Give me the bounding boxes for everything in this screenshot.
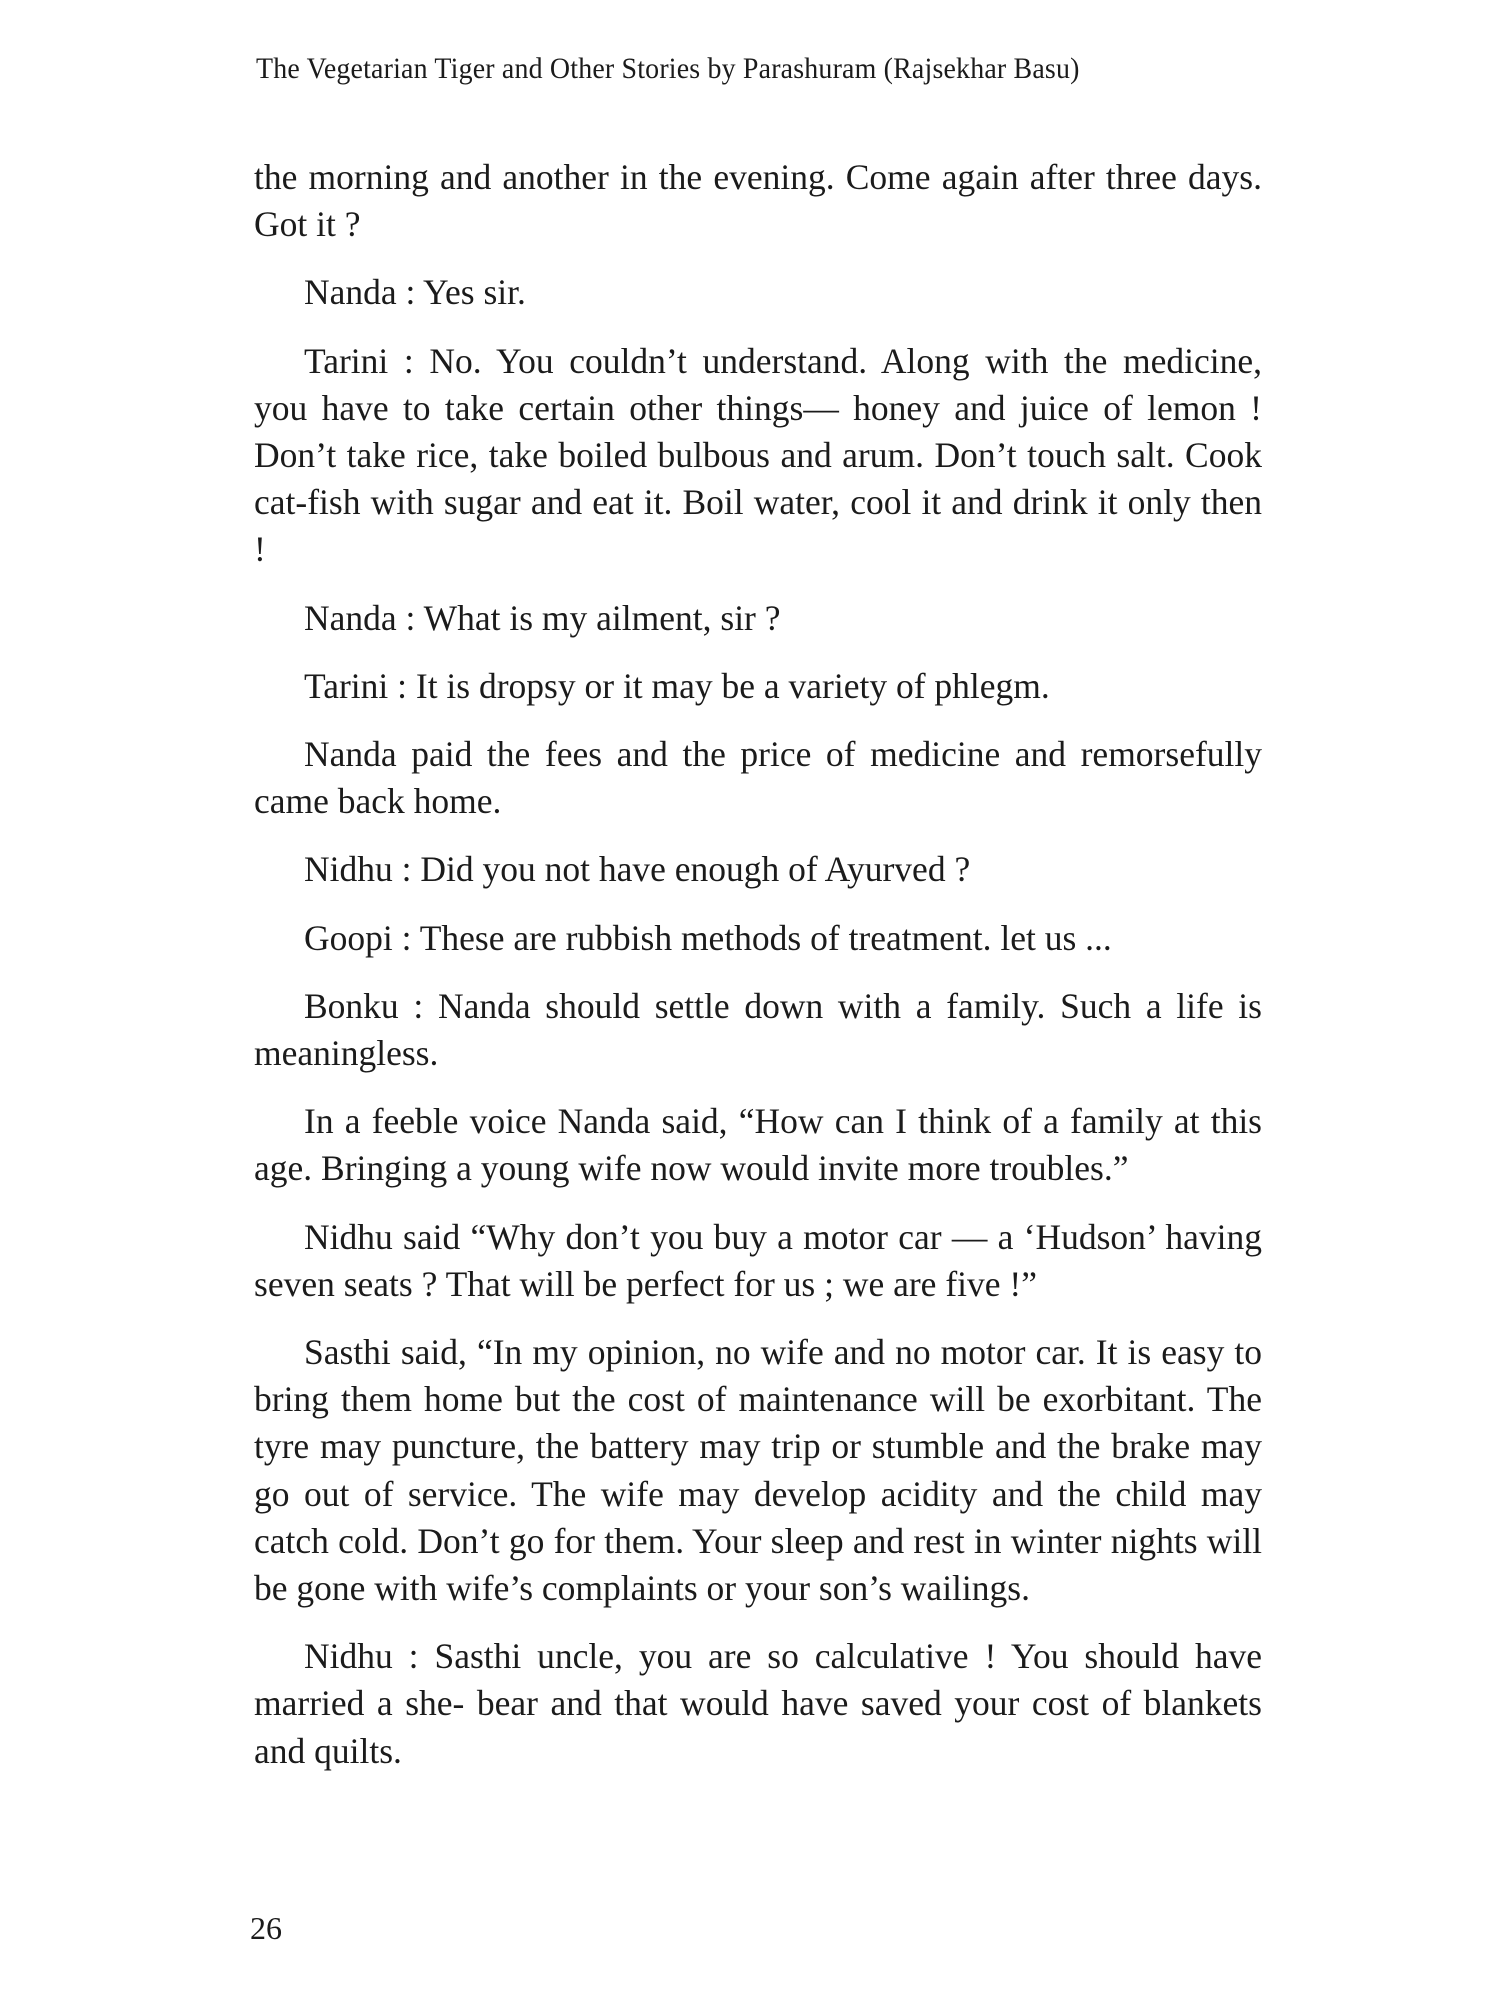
paragraph: Nidhu : Sasthi uncle, you are so calculative ! You should have married a she- bear and that would have saved your cost of blankets and quilts. [254,1636,1262,1771]
paragraph: Nidhu said “Why don’t you buy a motor car — a ‘Hudson’ having seven seats ? That will be perfect for us ; we are five !” [254,1216,1262,1304]
paragraph: the morning and another in the evening. Come again after three days. Got it ? [254,157,1262,245]
paragraph: Tarini : No. You couldn’t understand. Along with the medicine, you have to take certain other things— honey and juice of lemon ! Don’t take rice, take boiled bulbous and arum. Don’t touch salt. Cook cat-fish with sugar and eat it. Boil water, cool it and drink it only then ! [254,340,1262,570]
paragraph: In a feeble voice Nanda said, “How can I think of a family at this age. Bringing a young wife now would invite more troubles.” [254,1101,1262,1189]
paragraph: Sasthi said, “In my opinion, no wife and no motor car. It is easy to bring them home but the cost of maintenance will be exorbitant. The tyre may puncture, the battery may trip or stumble and the brake may go out of service. The wife may develop acidity and the child may catch cold. Don’t go for them. Your sleep and rest in winter nights will be gone with wife’s complaints or your son’s wailings. [254,1332,1262,1609]
paragraph: Nanda : What is my ailment, sir ? [304,597,781,638]
paragraph: Tarini : It is dropsy or it may be a variety of phlegm. [304,665,1050,706]
paragraph: Bonku : Nanda should settle down with a family. Such a life is meaningless. [254,985,1262,1074]
running-header: The Vegetarian Tiger and Other Stories by Parashuram (Rajsekhar Basu) [256,52,1080,85]
paragraph: Nanda paid the fees and the price of medicine and remorsefully came back home. [254,734,1262,822]
page-number: 26 [250,1910,282,1946]
body-text [254,154,1262,1796]
paragraph: Nidhu : Did you not have enough of Ayurved ? [304,849,971,890]
paragraph: Nanda : Yes sir. [304,272,526,313]
paragraph: Goopi : These are rubbish methods of treatment. let us ... [304,917,1112,958]
